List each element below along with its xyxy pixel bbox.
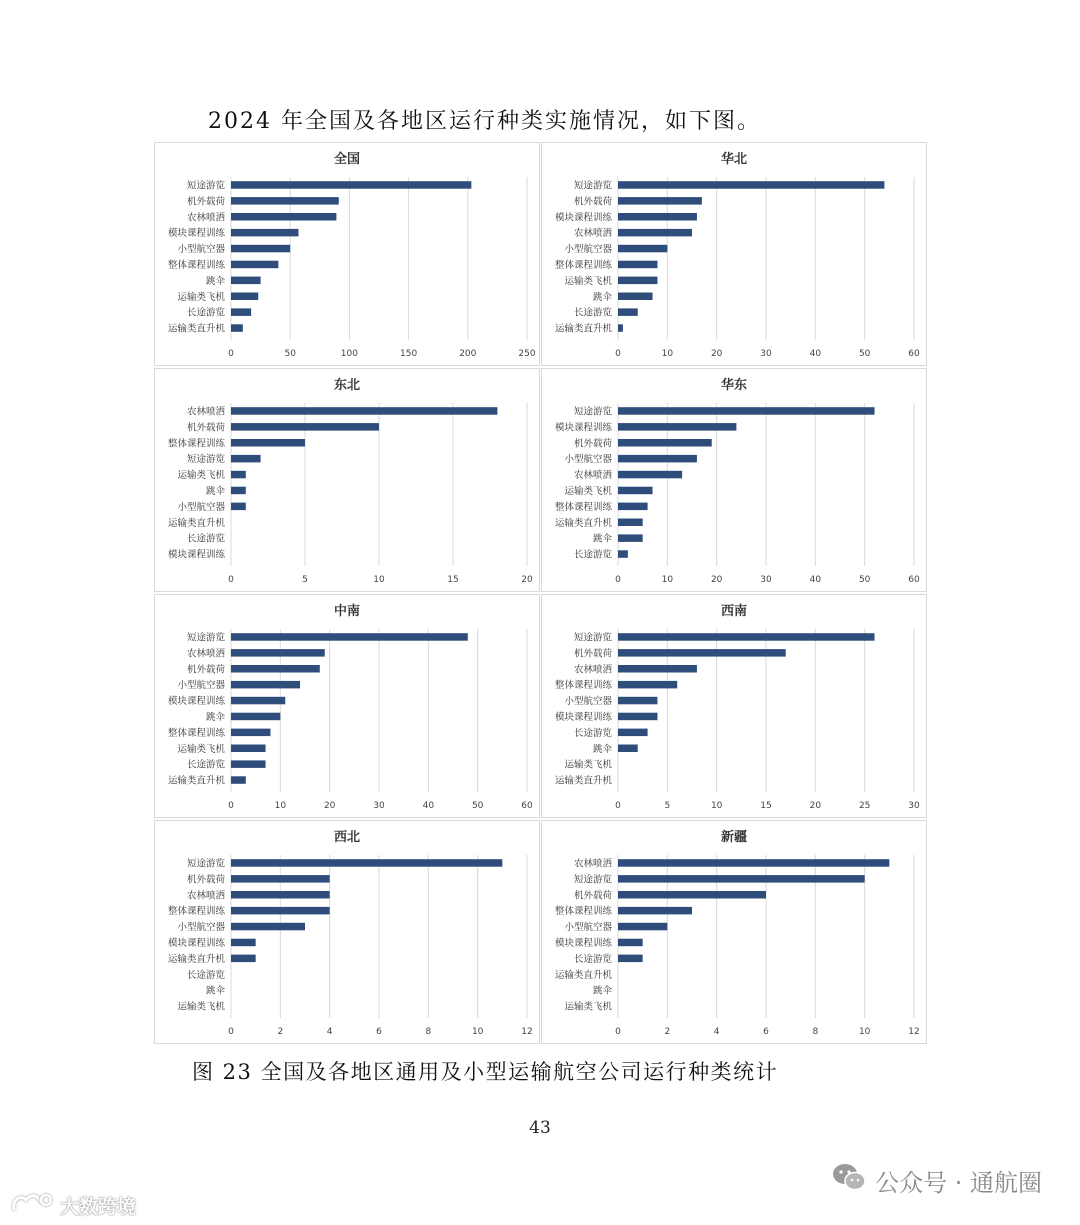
category-label: 长途游览 (573, 549, 612, 561)
category-label: 机外载荷 (573, 438, 612, 450)
bar (618, 665, 697, 673)
x-tick-label: 10 (373, 575, 385, 585)
category-label: 整体课程训练 (554, 501, 612, 513)
bar (231, 487, 246, 495)
corner-watermark (10, 1190, 136, 1221)
bar (231, 308, 251, 316)
category-label: 农林喷洒 (573, 228, 612, 240)
x-tick-label: 60 (521, 801, 533, 811)
category-label: 模块课程训练 (554, 422, 612, 434)
category-label: 运输类直升机 (554, 969, 612, 981)
bar (231, 503, 246, 511)
category-label: 小型航空器 (564, 696, 612, 708)
x-tick-label: 60 (908, 349, 920, 359)
bar (231, 891, 330, 899)
bar (618, 181, 884, 189)
bar (231, 261, 278, 269)
category-label: 短途游览 (186, 180, 225, 192)
bar (618, 197, 702, 205)
bar (618, 955, 643, 963)
category-label: 整体课程训练 (167, 727, 225, 739)
x-tick-label: 15 (760, 801, 772, 811)
chart-title: 西南 (720, 604, 748, 619)
bar (231, 181, 471, 189)
bar (231, 875, 330, 883)
bar (618, 697, 657, 705)
x-tick-label: 30 (760, 349, 772, 359)
category-label: 运输类飞机 (177, 743, 225, 755)
x-tick-label: 30 (373, 801, 385, 811)
bar (231, 277, 261, 285)
bar-chart-central-south (155, 595, 539, 817)
bar (618, 423, 736, 431)
bar (231, 649, 325, 657)
bar (618, 229, 692, 237)
x-tick-label: 8 (425, 1027, 432, 1037)
category-label: 模块课程训练 (167, 696, 225, 708)
chart-panel-southwest (541, 594, 927, 818)
category-label: 小型航空器 (564, 244, 612, 256)
category-label: 运输类直升机 (167, 953, 225, 965)
category-label: 跳伞 (592, 985, 612, 997)
x-tick-label: 12 (521, 1027, 533, 1037)
chart-title: 全国 (333, 152, 361, 167)
bar (618, 939, 643, 947)
brand-logo-icon (10, 1190, 56, 1221)
category-label: 运输类直升机 (167, 323, 225, 335)
x-tick-label: 2 (664, 1027, 671, 1037)
category-label: 机外载荷 (186, 664, 225, 676)
bar (618, 487, 653, 495)
chart-panel-northeast (154, 368, 540, 592)
bar (231, 245, 290, 253)
intro-sentence: 2024 年全国及各地区运行种类实施情况，如下图。 (208, 109, 761, 134)
category-label: 农林喷洒 (186, 406, 225, 418)
bar (618, 213, 697, 221)
category-label: 机外载荷 (573, 648, 612, 660)
bar (618, 891, 766, 899)
bar (231, 455, 261, 463)
bar (231, 197, 339, 205)
x-tick-label: 2 (277, 1027, 284, 1037)
category-label: 短途游览 (186, 632, 225, 644)
chart-title: 华东 (720, 378, 748, 393)
chart-panel-xinjiang (541, 820, 927, 1044)
category-label: 短途游览 (573, 874, 612, 886)
category-label: 小型航空器 (177, 922, 225, 934)
x-tick-label: 50 (858, 575, 871, 585)
bar (618, 681, 677, 689)
bar (618, 439, 712, 447)
x-tick-label: 10 (661, 575, 674, 585)
bar-chart-northeast (155, 369, 539, 591)
category-label: 短途游览 (573, 406, 612, 418)
category-label: 运输类直升机 (167, 775, 225, 787)
x-tick-label: 8 (812, 1027, 819, 1037)
category-label: 长途游览 (573, 953, 612, 965)
x-tick-label: 15 (447, 575, 459, 585)
bar (231, 213, 336, 221)
bar (231, 229, 298, 237)
category-label: 机外载荷 (186, 422, 225, 434)
bar (618, 519, 643, 527)
x-tick-label: 12 (908, 1027, 920, 1037)
chart-panel-central-south (154, 594, 540, 818)
bar (618, 729, 648, 737)
bar (231, 713, 280, 721)
bar (618, 324, 623, 332)
x-tick-label: 0 (615, 1027, 621, 1037)
category-label: 运输类飞机 (177, 291, 225, 303)
category-label: 长途游览 (186, 759, 225, 771)
bar (618, 503, 648, 511)
corner-watermark-text: 大数跨境 (60, 1196, 137, 1218)
x-tick-label: 100 (340, 349, 358, 359)
bar-chart-national (155, 143, 539, 365)
category-label: 跳伞 (205, 711, 225, 723)
x-tick-label: 0 (228, 349, 234, 359)
category-label: 小型航空器 (177, 680, 225, 692)
chart-title: 新疆 (720, 830, 748, 845)
category-label: 跳伞 (592, 743, 612, 755)
bar (618, 713, 657, 721)
x-tick-label: 20 (323, 801, 336, 811)
category-label: 长途游览 (186, 307, 225, 319)
category-label: 运输类直升机 (554, 517, 612, 529)
category-label: 短途游览 (186, 454, 225, 466)
category-label: 运输类飞机 (564, 485, 612, 497)
category-label: 农林喷洒 (186, 212, 225, 224)
bar-chart-north-china (542, 143, 926, 365)
category-label: 农林喷洒 (573, 858, 612, 870)
bar (231, 471, 246, 479)
bar (231, 923, 305, 931)
bar (231, 293, 258, 301)
category-label: 农林喷洒 (573, 470, 612, 482)
category-label: 机外载荷 (573, 196, 612, 208)
x-tick-label: 200 (459, 349, 477, 359)
x-tick-label: 60 (908, 575, 920, 585)
bar (231, 324, 243, 332)
bar (618, 875, 865, 883)
bar (618, 308, 638, 316)
category-label: 整体课程训练 (554, 680, 612, 692)
category-label: 长途游览 (573, 727, 612, 739)
category-label: 整体课程训练 (554, 906, 612, 918)
bar (618, 277, 657, 285)
bar (618, 293, 653, 301)
category-label: 跳伞 (205, 485, 225, 497)
bar (231, 681, 300, 689)
category-label: 小型航空器 (564, 922, 612, 934)
category-label: 运输类飞机 (177, 1001, 225, 1013)
bar (231, 745, 266, 753)
chart-panel-north-china (541, 142, 927, 366)
category-label: 运输类飞机 (564, 1001, 612, 1013)
bar (618, 923, 667, 931)
bar (231, 665, 320, 673)
category-label: 运输类直升机 (554, 323, 612, 335)
category-label: 机外载荷 (573, 890, 612, 902)
x-tick-label: 0 (228, 801, 234, 811)
category-label: 跳伞 (205, 275, 225, 287)
wechat-watermark (831, 1162, 1042, 1198)
chart-title: 西北 (333, 830, 361, 845)
category-label: 整体课程训练 (167, 438, 225, 450)
x-tick-label: 6 (376, 1027, 382, 1037)
x-tick-label: 40 (809, 349, 822, 359)
category-label: 短途游览 (573, 632, 612, 644)
x-tick-label: 50 (471, 801, 484, 811)
x-tick-label: 0 (228, 575, 234, 585)
chart-title: 华北 (720, 152, 748, 167)
chart-panel-east-china (541, 368, 927, 592)
x-tick-label: 10 (661, 349, 674, 359)
x-tick-label: 150 (400, 349, 418, 359)
bar (231, 776, 246, 784)
category-label: 运输类飞机 (564, 275, 612, 287)
bar (231, 955, 256, 963)
category-label: 农林喷洒 (186, 648, 225, 660)
bar (618, 455, 697, 463)
bar-chart-southwest (542, 595, 926, 817)
category-label: 跳伞 (592, 291, 612, 303)
page-number: 43 (529, 1118, 551, 1138)
x-tick-label: 10 (858, 1027, 871, 1037)
category-label: 短途游览 (573, 180, 612, 192)
category-label: 运输类直升机 (167, 517, 225, 529)
bar (231, 939, 256, 947)
wechat-icon (831, 1162, 867, 1198)
x-tick-label: 20 (521, 575, 533, 585)
bar (618, 407, 875, 415)
category-label: 跳伞 (592, 533, 612, 545)
figure-caption: 图 23 全国及各地区通用及小型运输航空公司运行种类统计 (192, 1060, 779, 1084)
category-label: 运输类直升机 (554, 775, 612, 787)
x-tick-label: 40 (422, 801, 435, 811)
category-label: 长途游览 (186, 533, 225, 545)
x-tick-label: 50 (858, 349, 871, 359)
x-tick-label: 0 (615, 801, 621, 811)
bar (618, 907, 692, 915)
bar-chart-northwest (155, 821, 539, 1043)
x-tick-label: 50 (284, 349, 296, 359)
x-tick-label: 20 (710, 349, 723, 359)
bar (618, 550, 628, 558)
bar (618, 649, 786, 657)
category-label: 长途游览 (186, 969, 225, 981)
bar (618, 534, 643, 542)
category-label: 农林喷洒 (186, 890, 225, 902)
x-tick-label: 10 (274, 801, 287, 811)
category-label: 模块课程训练 (167, 937, 225, 949)
category-label: 机外载荷 (186, 874, 225, 886)
category-label: 模块课程训练 (554, 212, 612, 224)
category-label: 农林喷洒 (573, 664, 612, 676)
wechat-account-name: 公众号 · 通航圈 (875, 1168, 1042, 1197)
category-label: 模块课程训练 (167, 228, 225, 240)
x-tick-label: 5 (302, 575, 308, 585)
category-label: 运输类飞机 (564, 759, 612, 771)
x-tick-label: 0 (228, 1027, 234, 1037)
x-tick-label: 10 (471, 1027, 484, 1037)
category-label: 长途游览 (573, 307, 612, 319)
bar (618, 859, 889, 867)
category-label: 小型航空器 (177, 501, 225, 513)
x-tick-label: 30 (908, 801, 920, 811)
category-label: 机外载荷 (186, 196, 225, 208)
x-tick-label: 5 (664, 801, 671, 811)
bar-chart-east-china (542, 369, 926, 591)
bar (618, 245, 667, 253)
x-tick-label: 20 (710, 575, 723, 585)
x-tick-label: 10 (710, 801, 723, 811)
category-label: 整体课程训练 (554, 259, 612, 271)
category-label: 模块课程训练 (167, 549, 225, 561)
bar (231, 697, 285, 705)
bar (618, 471, 682, 479)
x-tick-label: 40 (809, 575, 822, 585)
x-tick-label: 0 (615, 349, 621, 359)
bar (231, 439, 305, 447)
x-tick-label: 30 (760, 575, 772, 585)
bar-chart-xinjiang (542, 821, 926, 1043)
chart-title: 东北 (333, 378, 361, 393)
bar (231, 407, 497, 415)
x-tick-label: 4 (326, 1027, 333, 1037)
bar (618, 633, 875, 641)
chart-panel-national (154, 142, 540, 366)
bar (231, 729, 270, 737)
category-label: 小型航空器 (177, 244, 225, 256)
x-tick-label: 0 (615, 575, 621, 585)
bar (618, 745, 638, 753)
x-tick-label: 6 (763, 1027, 769, 1037)
category-label: 运输类飞机 (177, 470, 225, 482)
category-label: 短途游览 (186, 858, 225, 870)
category-label: 小型航空器 (564, 454, 612, 466)
x-tick-label: 250 (518, 349, 536, 359)
bar (231, 423, 379, 431)
bar (231, 633, 468, 641)
bar (618, 261, 657, 269)
category-label: 模块课程训练 (554, 711, 612, 723)
bar (231, 907, 330, 915)
x-tick-label: 4 (713, 1027, 720, 1037)
x-tick-label: 20 (809, 801, 822, 811)
bar (231, 760, 266, 768)
category-label: 整体课程训练 (167, 906, 225, 918)
bar (231, 859, 502, 867)
x-tick-label: 25 (858, 801, 871, 811)
category-label: 整体课程训练 (167, 259, 225, 271)
category-label: 跳伞 (205, 985, 225, 997)
chart-panel-northwest (154, 820, 540, 1044)
chart-title: 中南 (333, 604, 361, 619)
category-label: 模块课程训练 (554, 937, 612, 949)
